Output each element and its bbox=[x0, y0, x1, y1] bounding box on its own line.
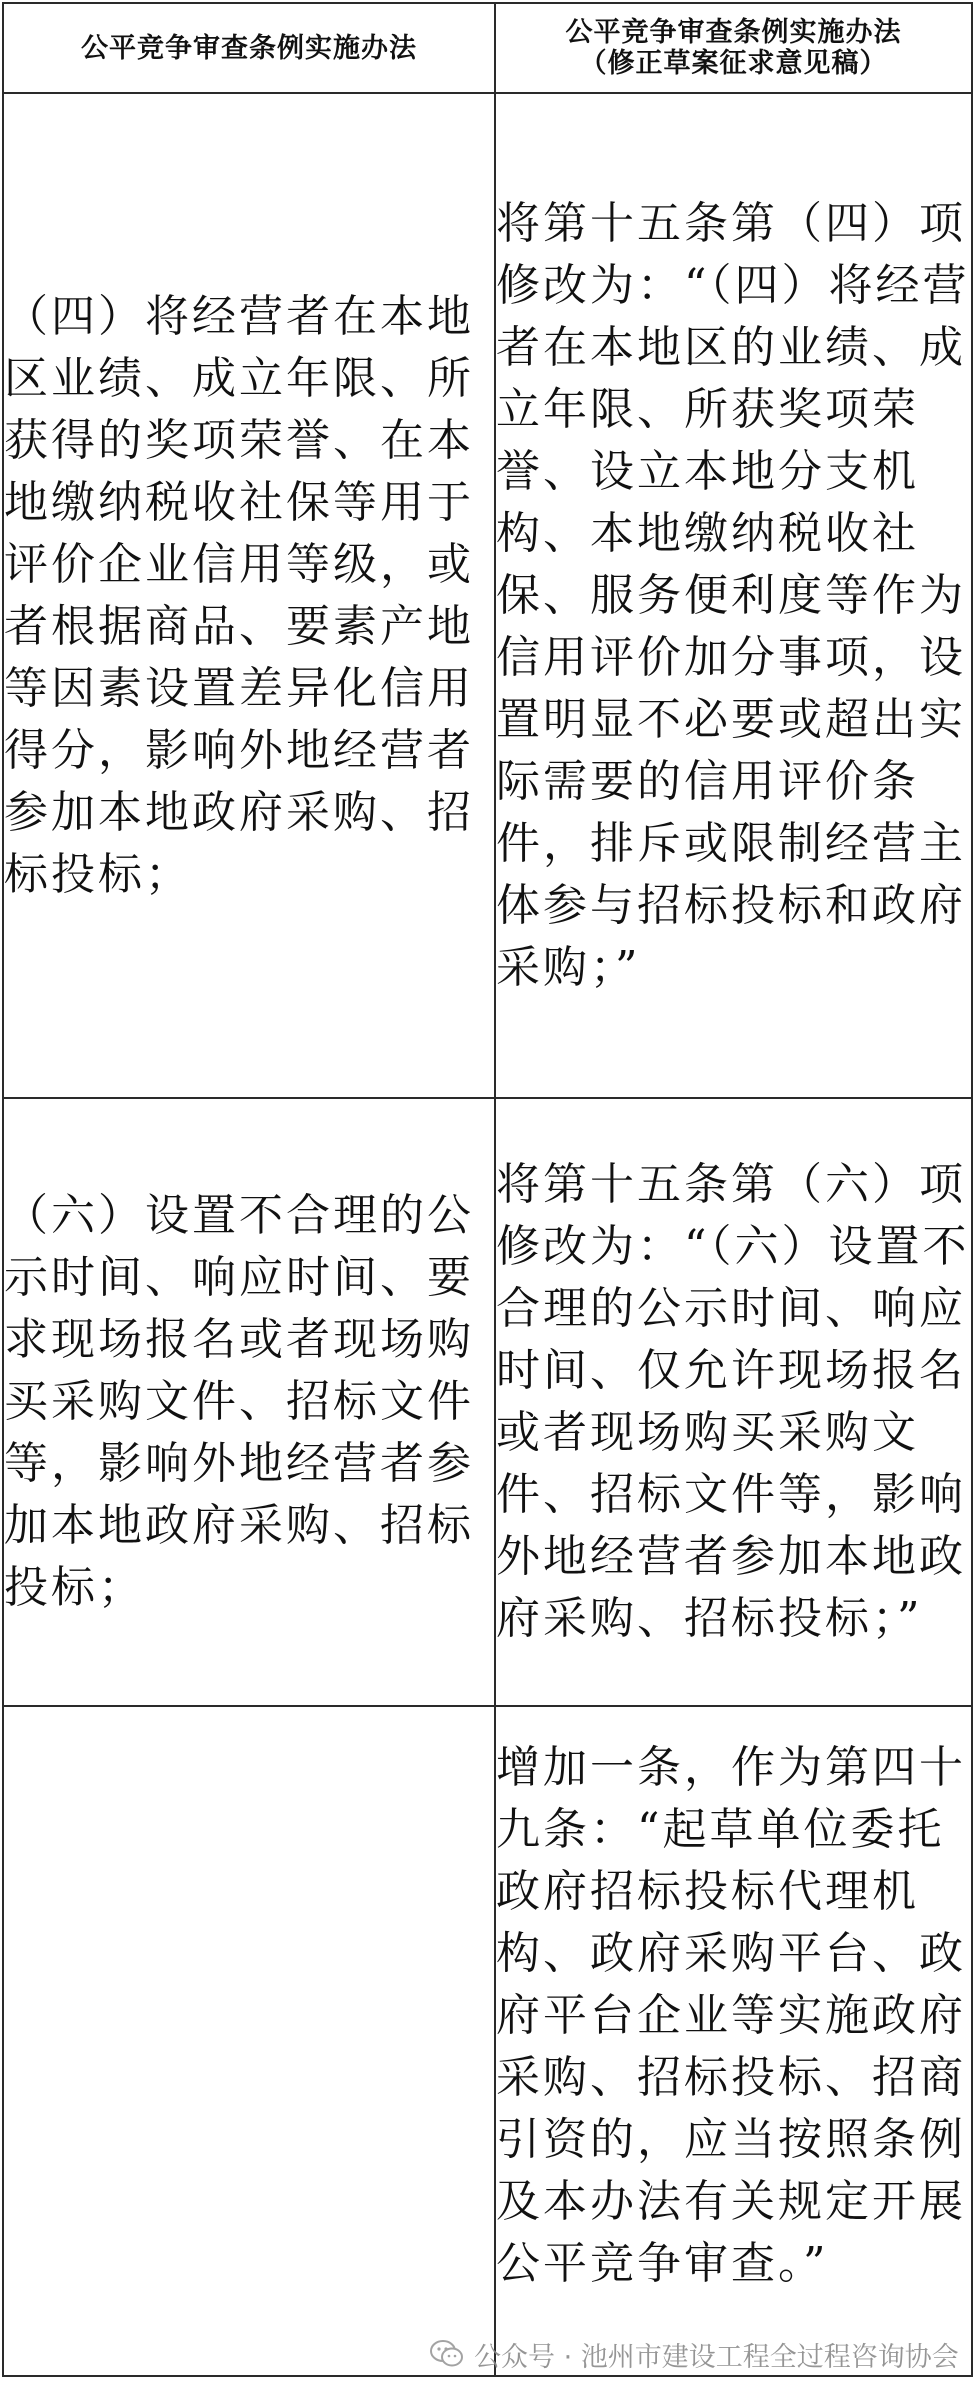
current-clause-cell-empty bbox=[3, 1706, 495, 2376]
header-left-title: 公平竞争审查条例实施办法 bbox=[81, 32, 417, 64]
watermark-text: 公众号 · 池州市建设工程全过程咨询协会 bbox=[474, 2341, 959, 2373]
table-row bbox=[3, 1098, 972, 1706]
header-draft-revision bbox=[495, 3, 972, 93]
revised-clause-cell: 增加一条，作为第四十九条：“起草单位委托政府招标投标代理机构、政府采购平台、政府平台企业等实施政府采购、招标投标、招商引资的，应当按照条例及本办法有关规定开展公平竞争审查。” bbox=[495, 1706, 972, 2376]
header-current-rules bbox=[3, 3, 495, 93]
table-row bbox=[3, 1706, 972, 2376]
revised-clause-cell: 将第十五条第（六）项修改为：“（六）设置不合理的公示时间、响应时间、仅允许现场报名或者现场购买采购文件、招标文件等，影响外地经营者参加本地政府采购、招标投标；” bbox=[495, 1098, 972, 1706]
header-right-subtitle: （修正草案征求意见稿） bbox=[579, 48, 888, 79]
table-header-row bbox=[3, 3, 972, 93]
current-clause-cell: （四）将经营者在本地区业绩、成立年限、所获得的奖项荣誉、在本地缴纳税收社保等用于评价企业信用等级，或者根据商品、要素产地等因素设置差异化信用得分，影响外地经营者参加本地政府采购、招标投标； bbox=[3, 93, 495, 1098]
wechat-icon bbox=[430, 2339, 464, 2369]
table-row bbox=[3, 93, 972, 1098]
revised-clause-cell: 将第十五条第（四）项修改为：“（四）将经营者在本地区的业绩、成立年限、所获奖项荣誉、设立本地分支机构、本地缴纳税收社保、服务便利度等作为信用评价加分事项，设置明显不必要或超出实际需要的信用评价条件，排斥或限制经营主体参与招标投标和政府采购；” bbox=[495, 93, 972, 1098]
header-right-title: 公平竞争审查条例实施办法 bbox=[565, 17, 902, 48]
current-clause-cell: （六）设置不合理的公示时间、响应时间、要求现场报名或者现场购买采购文件、招标文件等，影响外地经营者参加本地政府采购、招标投标； bbox=[3, 1098, 495, 1706]
wechat-watermark bbox=[430, 2336, 959, 2372]
comparison-table bbox=[2, 2, 973, 2377]
